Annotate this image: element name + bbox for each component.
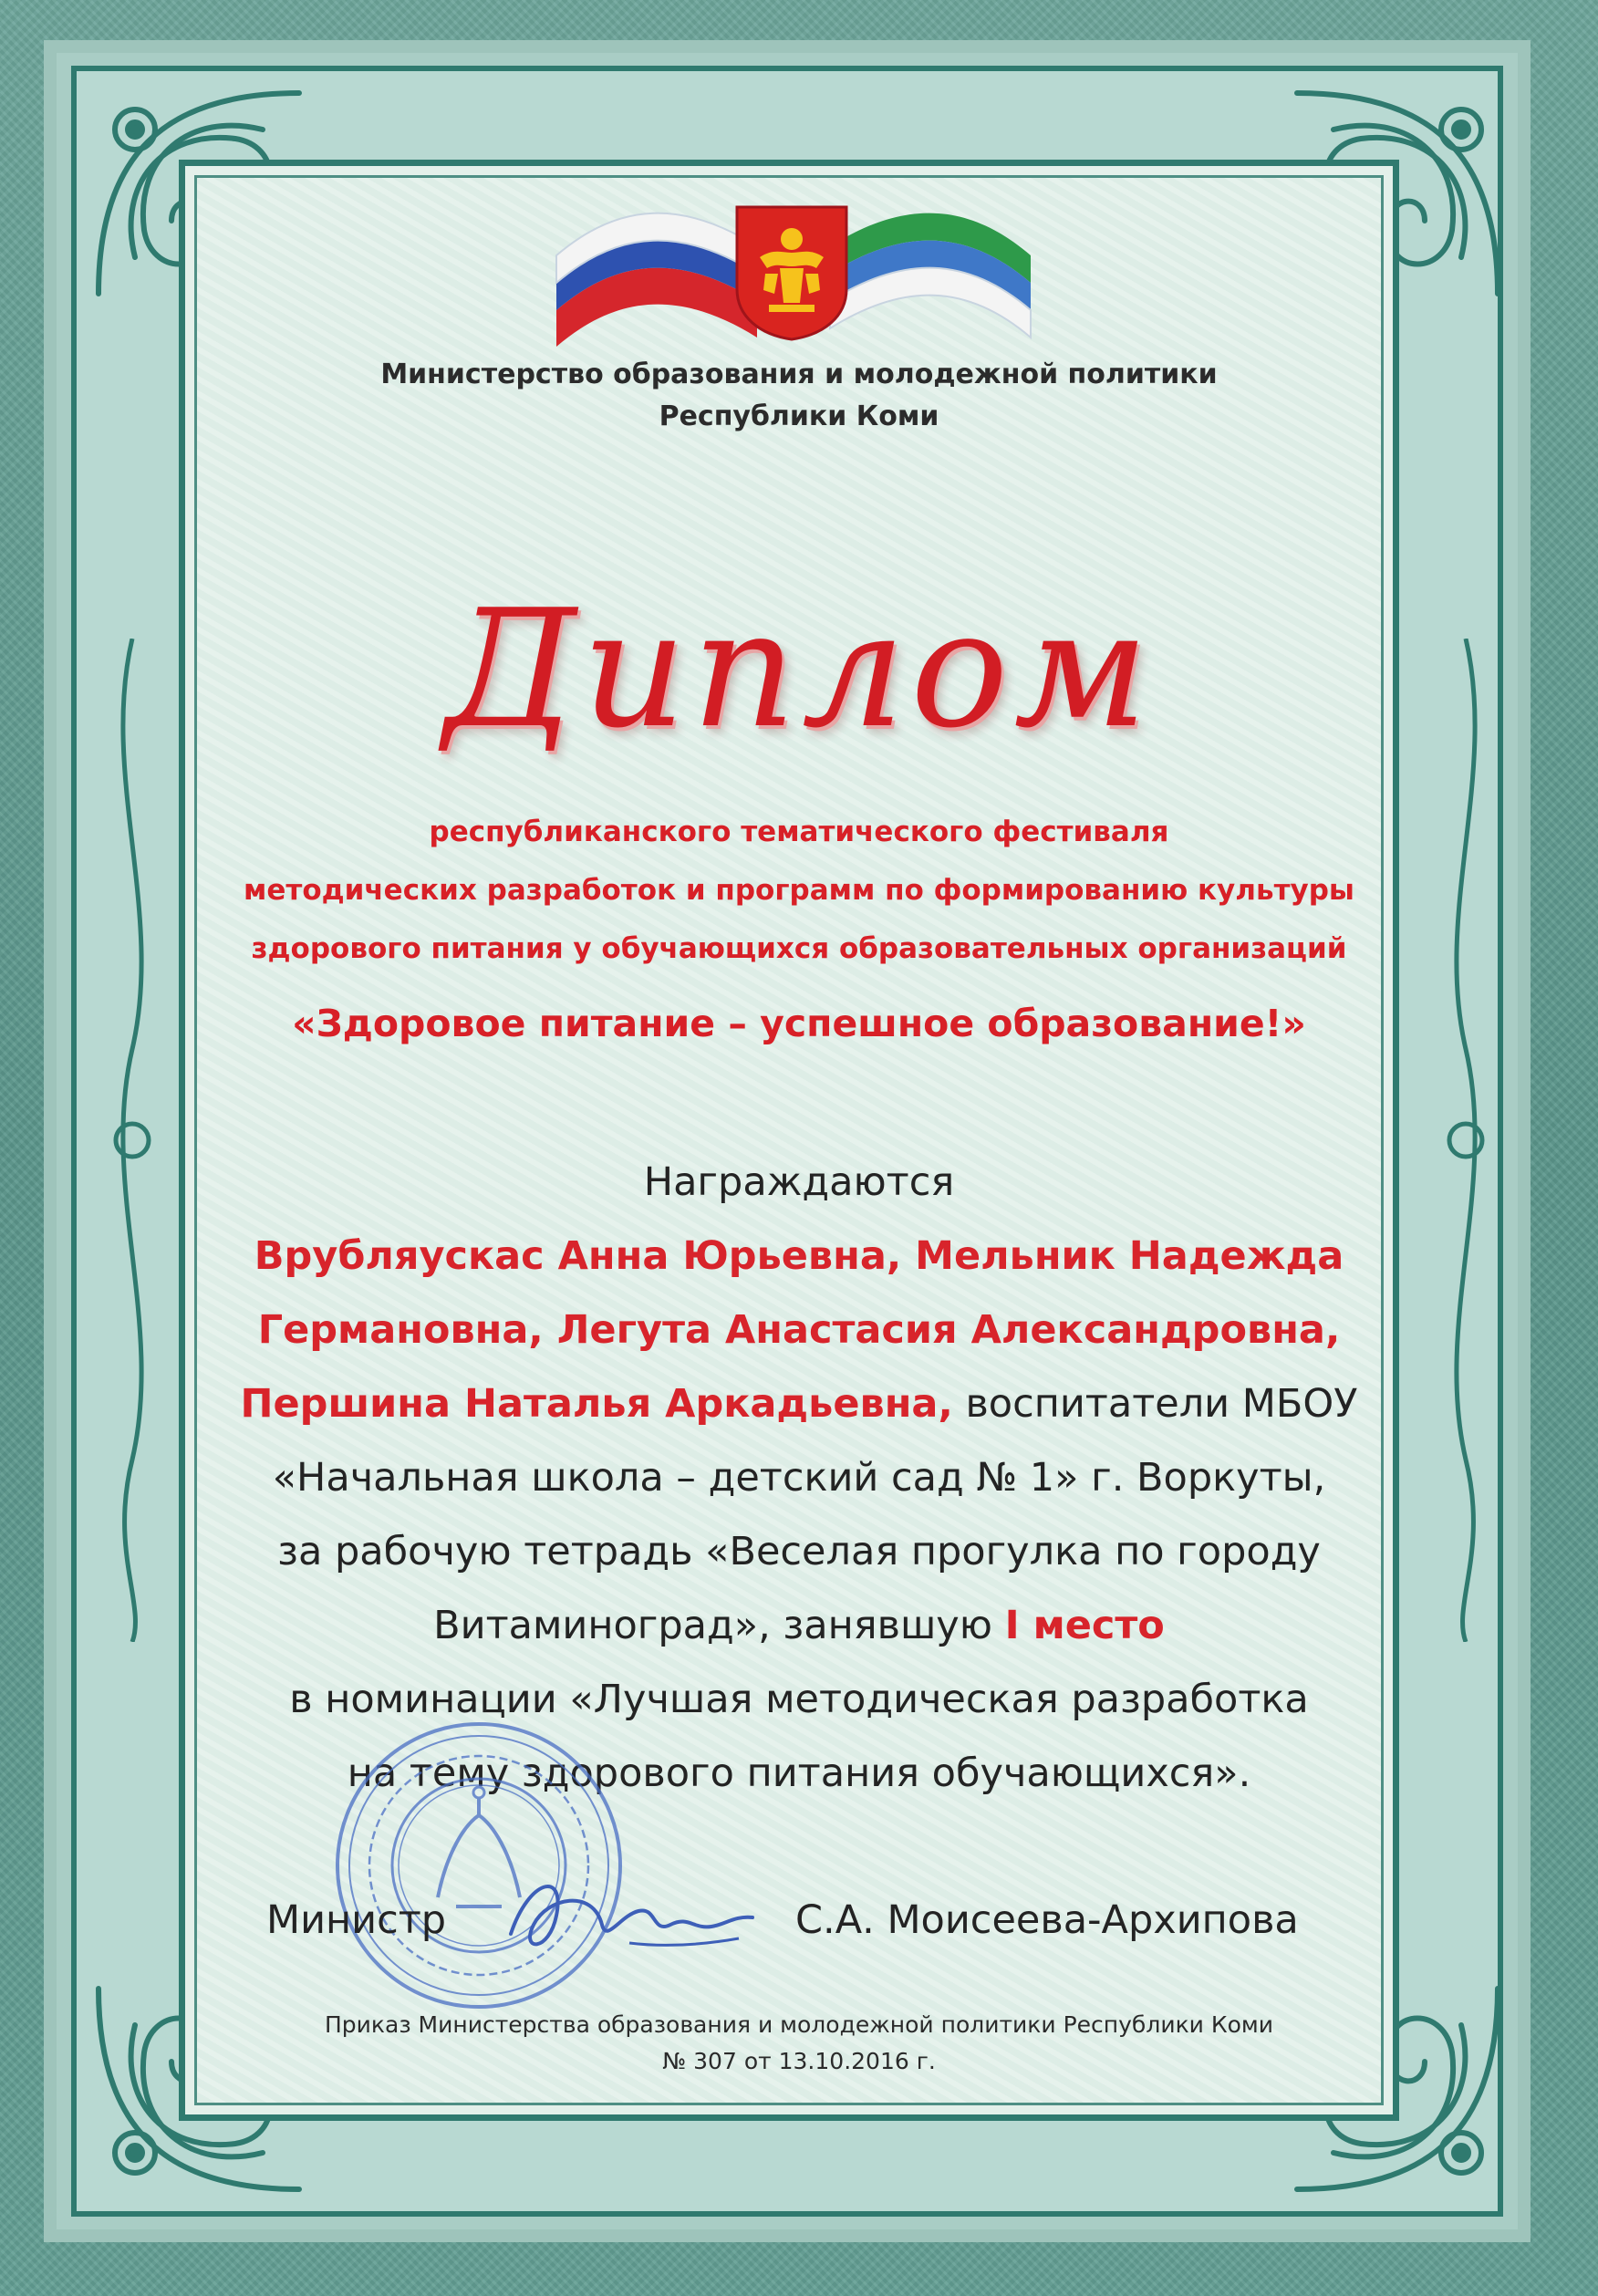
festival-line-1: республиканского тематического фестиваля: [429, 816, 1169, 848]
komi-coat-of-arms-emblem-icon: [732, 203, 851, 341]
nomination-line-1: в номинации «Лучшая методическая разработка: [289, 1677, 1309, 1722]
order-line-2: № 307 от 13.10.2016 г.: [662, 2048, 936, 2074]
recipients-line-3: Першина Наталья Аркадьевна,: [240, 1381, 953, 1427]
recipients-line-2: Германовна, Легута Анастасия Александровна,: [257, 1307, 1341, 1353]
recipients-line-3-row: [0, 1367, 1598, 1441]
workbook-line-end: Витаминоград», занявшую: [433, 1603, 1005, 1648]
recipients-line-1: Врубляускас Анна Юрьевна, Мельник Надежда: [254, 1233, 1344, 1279]
award-text: [0, 1146, 1598, 1811]
signatory-position: Министр: [266, 1897, 447, 1943]
minister-signature-icon: [493, 1861, 766, 1970]
signatory-name: С.А. Моисеева-Архипова: [795, 1897, 1299, 1943]
festival-line-2: методических разработок и программ по формированию культуры: [244, 874, 1354, 907]
festival-line-3: здорового питания у обучающихся образовательных организаций: [251, 932, 1347, 965]
diploma-title: Диплом: [443, 575, 1155, 764]
ministry-name: [0, 354, 1598, 438]
recipients-role: воспитатели МБОУ: [952, 1381, 1358, 1427]
ministry-line-1: Министерство образования и молодежной политики: [380, 358, 1218, 390]
order-line-1: Приказ Министерства образования и молодежной политики Республики Коми: [324, 2011, 1274, 2038]
festival-motto: «Здоровое питание – успешное образование!»: [292, 1002, 1306, 1045]
award-intro: Награждаются: [643, 1159, 955, 1205]
festival-description: [0, 803, 1598, 978]
workbook-line: за рабочую тетрадь «Веселая прогулка по городу: [277, 1529, 1321, 1574]
order-reference: [0, 2007, 1598, 2080]
school-line: «Начальная школа – детский сад № 1» г. Воркуты,: [272, 1455, 1326, 1501]
nomination-line-2: на тему здорового питания обучающихся».: [347, 1751, 1251, 1796]
ministry-line-2: Республики Коми: [659, 400, 939, 432]
place-row: [0, 1589, 1598, 1663]
place-label: I место: [1004, 1603, 1165, 1648]
